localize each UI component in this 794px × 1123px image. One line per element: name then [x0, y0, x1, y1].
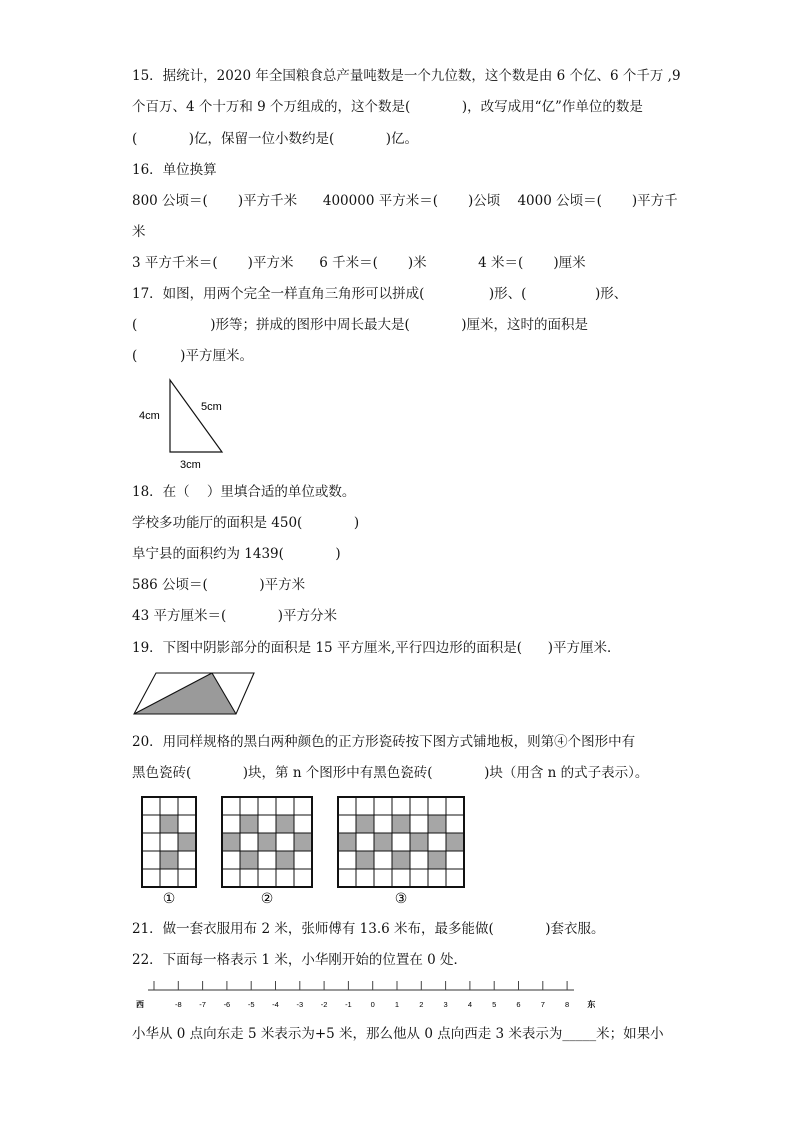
white-tile: [392, 833, 410, 851]
hypotenuse-label: 5cm: [201, 401, 222, 413]
white-tile: [160, 833, 178, 851]
q18-line2: 阜宁县的面积约为 1439( ): [132, 546, 341, 562]
black-tile: [428, 851, 446, 869]
black-tile: [428, 815, 446, 833]
number-line-label: -1: [345, 1000, 352, 1009]
white-tile: [240, 797, 258, 815]
white-tile: [258, 797, 276, 815]
tile-pattern-figure: [140, 795, 470, 907]
q15-line1: 15．据统计，2020 年全国粮食总产量吨数是一个九位数，这个数是由 6 个亿、6 个千万 ,9: [132, 68, 681, 84]
q16-title: 16．单位换算: [132, 162, 217, 178]
white-tile: [222, 851, 240, 869]
q22-line2: 小华从 0 点向东走 5 米表示为+5 米，那么他从 0 点向西走 3 米表示为_____米；如果小: [132, 1026, 664, 1042]
q22-line1: 22．下面每一格表示 1 米，小华刚开始的位置在 0 处．: [132, 952, 468, 968]
black-tile: [276, 815, 294, 833]
number-line-label: -8: [174, 1000, 182, 1009]
tile-grid-label-2: ②: [260, 890, 274, 906]
white-tile: [294, 869, 312, 887]
black-tile: [240, 815, 258, 833]
white-tile: [178, 815, 196, 833]
number-line-label: 4: [467, 1000, 472, 1009]
q21-line1: 21．做一套衣服用布 2 米，张师傅有 13.6 米布，最多能做( )套衣服。: [132, 921, 605, 937]
white-tile: [410, 869, 428, 887]
white-tile: [178, 869, 196, 887]
black-tile: [356, 815, 374, 833]
black-tile: [338, 833, 356, 851]
east-label: 东: [587, 1000, 596, 1009]
white-tile: [374, 797, 392, 815]
tile-grid-3: [338, 797, 464, 906]
white-tile: [160, 797, 178, 815]
white-tile: [356, 869, 374, 887]
black-tile: [392, 851, 410, 869]
black-tile: [276, 851, 294, 869]
white-tile: [142, 833, 160, 851]
white-tile: [392, 797, 410, 815]
black-tile: [178, 833, 196, 851]
black-tile: [222, 833, 240, 851]
white-tile: [410, 815, 428, 833]
white-tile: [142, 869, 160, 887]
number-line-label: -2: [320, 1000, 328, 1009]
white-tile: [258, 815, 276, 833]
black-tile: [446, 833, 464, 851]
parallelogram-figure: [132, 670, 256, 718]
number-line-label: 2: [419, 1000, 424, 1009]
white-tile: [446, 869, 464, 887]
west-label: 西: [136, 1000, 144, 1009]
number-line-label: 0: [370, 1000, 375, 1009]
white-tile: [276, 833, 294, 851]
white-tile: [410, 851, 428, 869]
white-tile: [338, 797, 356, 815]
tile-grid-label-1: ①: [162, 890, 176, 906]
white-tile: [222, 869, 240, 887]
number-line-label: 8: [565, 1000, 570, 1009]
white-tile: [410, 797, 428, 815]
q17-line3: ( )平方厘米。: [132, 348, 253, 364]
q17-line1: 17．如图，用两个完全一样直角三角形可以拼成( )形、( )形、: [132, 286, 628, 302]
white-tile: [276, 797, 294, 815]
white-tile: [294, 851, 312, 869]
right-triangle: [170, 380, 222, 452]
white-tile: [222, 815, 240, 833]
number-line-label: -4: [272, 1000, 279, 1009]
black-tile: [356, 851, 374, 869]
q18-line3: 586 公顷＝( )平方米: [132, 577, 306, 593]
white-tile: [428, 869, 446, 887]
number-line-label: -6: [223, 1000, 231, 1009]
white-tile: [142, 797, 160, 815]
white-tile: [446, 815, 464, 833]
white-tile: [392, 869, 410, 887]
number-line-label: 6: [516, 1000, 521, 1009]
white-tile: [446, 851, 464, 869]
white-tile: [374, 815, 392, 833]
number-line-label: -3: [296, 1000, 304, 1009]
q17-line2: ( )形等；拼成的图形中周长最大是( )厘米，这时的面积是: [132, 317, 589, 333]
black-tile: [294, 833, 312, 851]
tile-grid-2: [222, 797, 312, 906]
white-tile: [356, 833, 374, 851]
tile-grid-label-3: ③: [394, 890, 408, 906]
white-tile: [222, 797, 240, 815]
number-line-label: -5: [247, 1000, 255, 1009]
number-line-label: 5: [492, 1000, 497, 1009]
white-tile: [258, 869, 276, 887]
white-tile: [178, 851, 196, 869]
white-tile: [276, 869, 294, 887]
white-tile: [178, 797, 196, 815]
number-line-svg: [134, 978, 596, 1014]
number-line-label: 3: [443, 1000, 448, 1009]
white-tile: [356, 797, 374, 815]
white-tile: [294, 797, 312, 815]
white-tile: [142, 815, 160, 833]
white-tile: [240, 833, 258, 851]
right-triangle-figure: [132, 372, 242, 474]
q19-line1: 19．下图中阴影部分的面积是 15 平方厘米,平行四边形的面积是( )平方厘米．: [132, 640, 621, 656]
white-tile: [338, 869, 356, 887]
white-tile: [160, 869, 178, 887]
side-b-label: 3cm: [180, 459, 201, 471]
white-tile: [374, 851, 392, 869]
white-tile: [258, 851, 276, 869]
q16-line3: 3 平方千米＝( )平方米 6 千米＝( )米 4 米＝( )厘米: [132, 255, 586, 271]
white-tile: [338, 815, 356, 833]
white-tile: [240, 869, 258, 887]
number-line-label: 7: [540, 1000, 545, 1009]
q15-line3: ( )亿，保留一位小数约是( )亿。: [132, 131, 419, 147]
side-a-label: 4cm: [139, 410, 160, 422]
q18-line1: 学校多功能厅的面积是 450( ): [132, 515, 360, 531]
white-tile: [374, 869, 392, 887]
white-tile: [428, 833, 446, 851]
tile-grid-1: [142, 797, 196, 906]
black-tile: [392, 815, 410, 833]
shaded-triangle: [134, 673, 236, 714]
white-tile: [294, 815, 312, 833]
number-line-figure: [134, 978, 596, 1014]
white-tile: [428, 797, 446, 815]
tile-pattern-svg: [140, 795, 470, 907]
q15-line2: 个百万、4 个十万和 9 个万组成的，这个数是( )，改写成用“亿”作单位的数是: [132, 99, 643, 115]
q16-line1: 800 公顷＝( )平方千米 400000 平方米＝( )公顷 4000 公顷＝( )平方千: [132, 193, 678, 209]
white-tile: [446, 797, 464, 815]
q16-line2: 米: [132, 224, 146, 240]
number-line-label: 1: [394, 1000, 400, 1009]
q20-line1: 20．用同样规格的黑白两种颜色的正方形瓷砖按下图方式铺地板，则第④个图形中有: [132, 734, 636, 750]
number-line-label: -7: [199, 1000, 206, 1009]
black-tile: [258, 833, 276, 851]
white-tile: [142, 851, 160, 869]
black-tile: [374, 833, 392, 851]
white-tile: [338, 851, 356, 869]
black-tile: [240, 851, 258, 869]
q18-title: 18．在（ ）里填合适的单位或数。: [132, 484, 356, 500]
black-tile: [160, 851, 178, 869]
black-tile: [160, 815, 178, 833]
q20-line2: 黑色瓷砖( )块，第 n 个图形中有黑色瓷砖( )块（用含 n 的式子表示）。: [132, 765, 649, 781]
black-tile: [410, 833, 428, 851]
q18-line4: 43 平方厘米＝( )平方分米: [132, 608, 337, 624]
